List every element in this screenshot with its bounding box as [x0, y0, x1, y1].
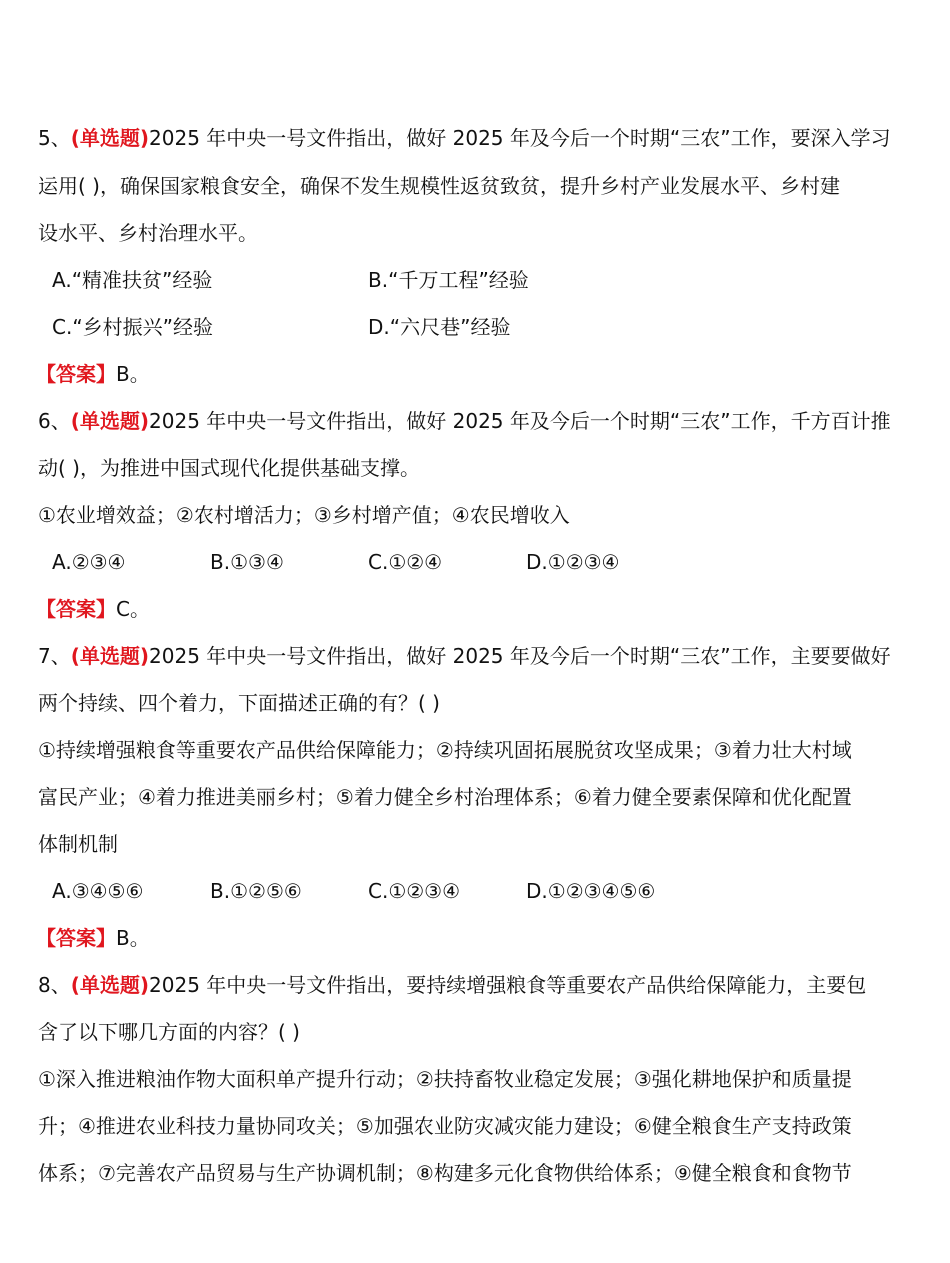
q5-stem-line-3: 设水平、乡村治理水平。 — [38, 221, 258, 245]
q6-items: ①农业增效益；②农村增活力；③乡村增产值；④农民增收入 — [38, 503, 570, 527]
q7-stem-line-1: 7、(单选题)2025 年中央一号文件指出，做好 2025 年及今后一个时期“三农”工作，主要要做好 — [38, 644, 891, 668]
q7-option-c: C.①②③④ — [368, 879, 461, 903]
q5-stem-line-1: 5、(单选题)2025 年中央一号文件指出，做好 2025 年及今后一个时期“三农”工作，要深入学习 — [38, 126, 891, 150]
q7-option-d: D.①②③④⑤⑥ — [526, 879, 656, 903]
q8-items-line-1: ①深入推进粮油作物大面积单产提升行动；②扶持畜牧业稳定发展；③强化耕地保护和质量提 — [38, 1067, 852, 1091]
q5-option-c: C.“乡村振兴”经验 — [52, 315, 214, 339]
question-type-tag: (单选题) — [70, 409, 150, 433]
q7-option-b: B.①②⑤⑥ — [210, 879, 302, 903]
question-type-tag: (单选题) — [70, 973, 150, 997]
q6-option-a: A.②③④ — [52, 550, 126, 574]
q7-items-line-2: 富民产业；④着力推进美丽乡村；⑤着力健全乡村治理体系；⑥着力健全要素保障和优化配置 — [38, 785, 852, 809]
q8-items-line-2: 升；④推进农业科技力量协同攻关；⑤加强农业防灾减灾能力建设；⑥健全粮食生产支持政策 — [38, 1114, 852, 1138]
q5-option-d: D.“六尺巷”经验 — [368, 315, 511, 339]
q8-items-line-3: 体系；⑦完善农产品贸易与生产协调机制；⑧构建多元化食物供给体系；⑨健全粮食和食物节 — [38, 1161, 852, 1185]
q5-answer: 【答案】B。 — [36, 362, 150, 386]
q5-option-b: B.“千万工程”经验 — [368, 268, 529, 292]
question-type-tag: (单选题) — [70, 644, 150, 668]
q7-option-a: A.③④⑤⑥ — [52, 879, 144, 903]
q7-stem-line-2: 两个持续、四个着力，下面描述正确的有？( ) — [38, 691, 440, 715]
q6-stem-line-1: 6、(单选题)2025 年中央一号文件指出，做好 2025 年及今后一个时期“三农”工作，千方百计推 — [38, 409, 891, 433]
q5-stem-line-2: 运用( )，确保国家粮食安全，确保不发生规模性返贫致贫，提升乡村产业发展水平、乡村建 — [38, 174, 840, 198]
q6-option-c: C.①②④ — [368, 550, 443, 574]
q6-answer: 【答案】C。 — [36, 597, 150, 621]
q7-answer: 【答案】B。 — [36, 926, 150, 950]
q7-items-line-1: ①持续增强粮食等重要农产品供给保障能力；②持续巩固拓展脱贫攻坚成果；③着力壮大村域 — [38, 738, 852, 762]
q6-option-d: D.①②③④ — [526, 550, 620, 574]
q6-stem-line-2: 动( )，为推进中国式现代化提供基础支撑。 — [38, 456, 420, 480]
q8-stem-line-1: 8、(单选题)2025 年中央一号文件指出，要持续增强粮食等重要农产品供给保障能力，主要包 — [38, 973, 867, 997]
q6-option-b: B.①③④ — [210, 550, 284, 574]
q7-items-line-3: 体制机制 — [38, 832, 118, 856]
question-type-tag: (单选题) — [70, 126, 150, 150]
q8-stem-line-2: 含了以下哪几方面的内容？( ) — [38, 1020, 300, 1044]
q5-option-a: A.“精准扶贫”经验 — [52, 268, 213, 292]
